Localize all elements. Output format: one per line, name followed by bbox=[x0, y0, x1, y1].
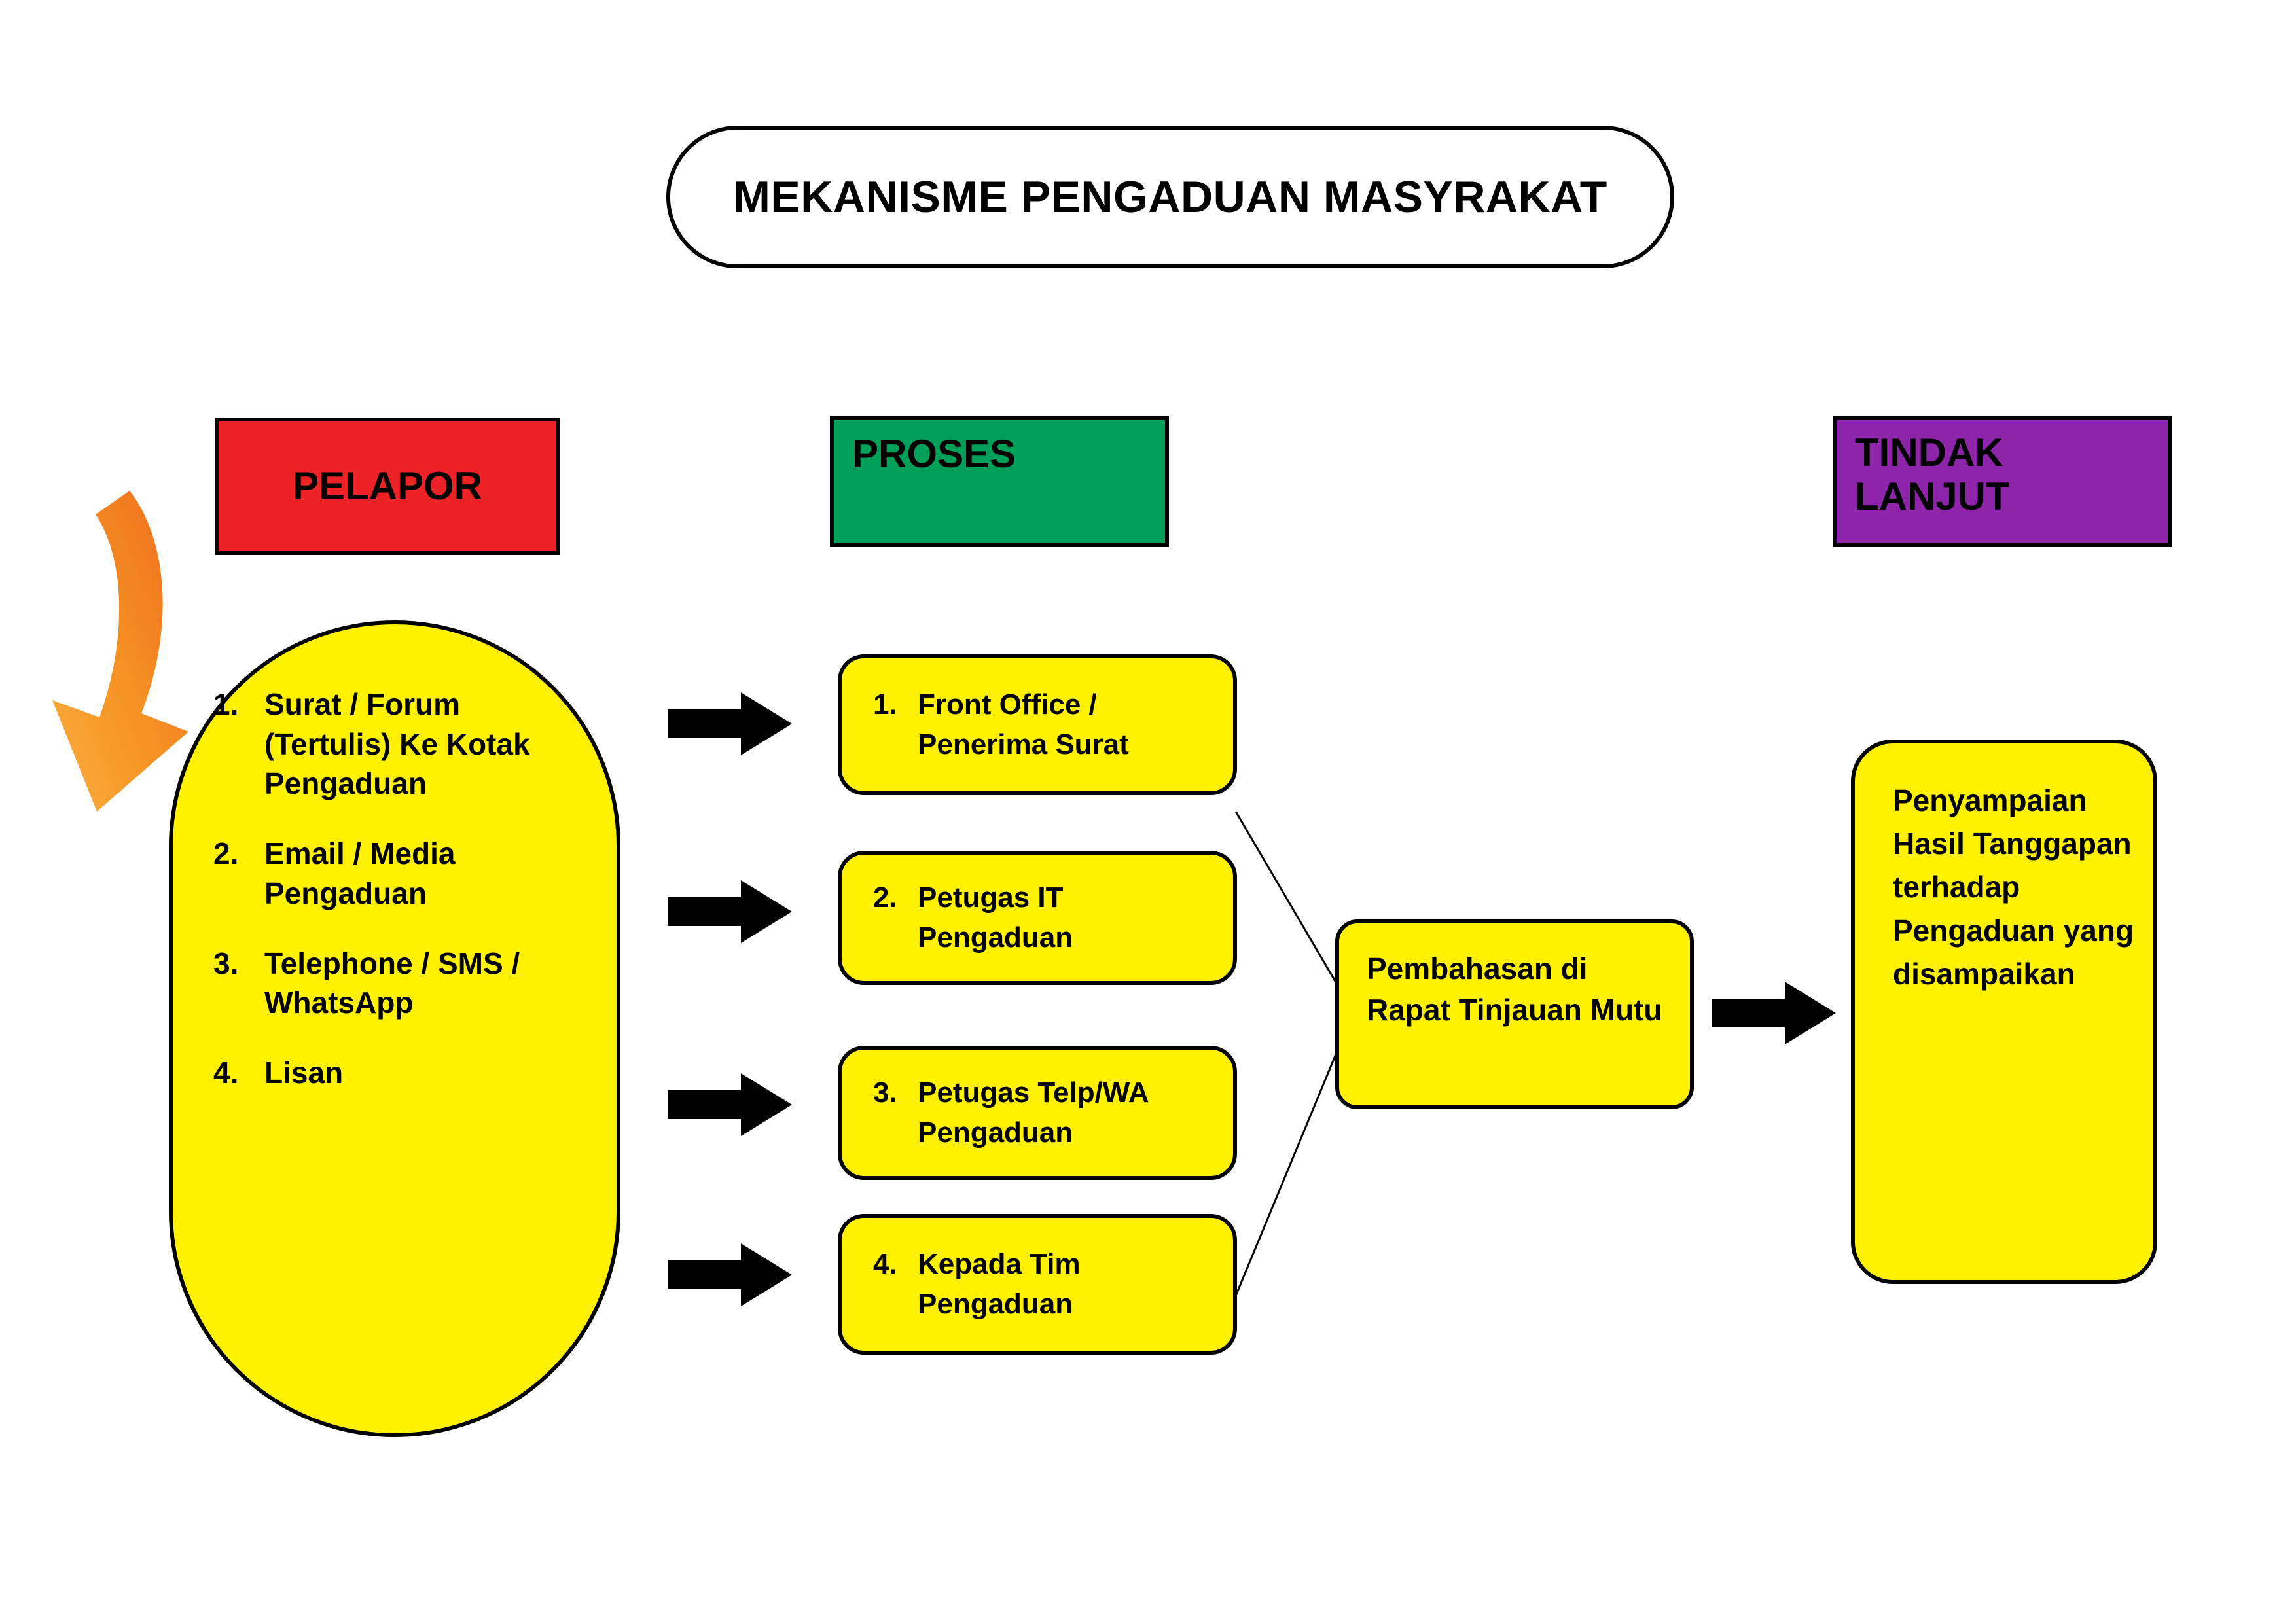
tindak-lanjut-label: Penyampaian Hasil Tanggapan terhadap Pengaduan yang disampaikan bbox=[1893, 783, 2134, 991]
list-item-label: Telephone / SMS / WhatsApp bbox=[264, 946, 520, 1020]
proses-step-4-label: Kepada Tim Pengaduan bbox=[918, 1247, 1081, 1320]
column-header-tindak-lanjut bbox=[1833, 416, 2172, 547]
proses-step-1 bbox=[838, 654, 1237, 795]
column-header-pelapor bbox=[215, 418, 560, 555]
list-item-number: 1. bbox=[213, 687, 239, 721]
list-item bbox=[213, 1053, 583, 1093]
column-header-proses bbox=[830, 416, 1169, 547]
proses-step-2 bbox=[838, 851, 1237, 985]
proses-step-1-number: 1. bbox=[873, 688, 897, 721]
proses-step-4 bbox=[838, 1214, 1237, 1355]
list-item-number: 3. bbox=[213, 946, 239, 980]
proses-step-2-label: Petugas IT Pengaduan bbox=[918, 881, 1073, 954]
proses-step-3-row bbox=[873, 1073, 1221, 1152]
proses-step-2-number: 2. bbox=[873, 881, 897, 914]
list-item-number: 2. bbox=[213, 836, 239, 871]
proses-step-1-row bbox=[873, 685, 1221, 764]
proses-step-2-row bbox=[873, 878, 1221, 957]
proses-step-3 bbox=[838, 1046, 1237, 1180]
arrow-right-icon bbox=[1712, 982, 1836, 1044]
column-header-pelapor-label: PELAPOR bbox=[292, 464, 483, 508]
arrow-right-icon bbox=[668, 1243, 792, 1306]
list-item bbox=[213, 685, 583, 804]
diagram-title-text: MEKANISME PENGADUAN MASYRAKAT bbox=[733, 172, 1607, 222]
list-item-label: Surat / Forum (Tertulis) Ke Kotak Pengaduan bbox=[264, 687, 530, 801]
list-item-label: Lisan bbox=[264, 1056, 344, 1090]
diagram-title bbox=[666, 126, 1674, 268]
arrow-right-icon bbox=[668, 880, 792, 943]
proses-step-3-label: Petugas Telp/WA Pengaduan bbox=[918, 1076, 1149, 1149]
proses-step-4-number: 4. bbox=[873, 1247, 897, 1280]
tindak-lanjut-box bbox=[1851, 740, 2157, 1284]
proses-step-1-label: Front Office / Penerima Surat bbox=[918, 688, 1129, 760]
column-header-proses-label: PROSES bbox=[852, 432, 1016, 476]
arrow-right-icon bbox=[668, 692, 792, 755]
pembahasan-label: Pembahasan di Rapat Tinjauan Mutu bbox=[1367, 952, 1662, 1027]
proses-step-4-row bbox=[873, 1245, 1221, 1324]
list-item-number: 4. bbox=[213, 1056, 239, 1090]
list-item-label: Email / Media Pengaduan bbox=[264, 836, 456, 910]
column-header-tindak-lanjut-label: TINDAK LANJUT bbox=[1855, 431, 2010, 519]
list-item bbox=[213, 944, 583, 1023]
pembahasan-box bbox=[1335, 919, 1694, 1109]
orange-curved-arrow-icon bbox=[13, 484, 203, 831]
list-item bbox=[213, 834, 583, 913]
pelapor-list-shape bbox=[169, 620, 620, 1437]
arrow-right-icon bbox=[668, 1073, 792, 1136]
proses-step-3-number: 3. bbox=[873, 1076, 897, 1109]
